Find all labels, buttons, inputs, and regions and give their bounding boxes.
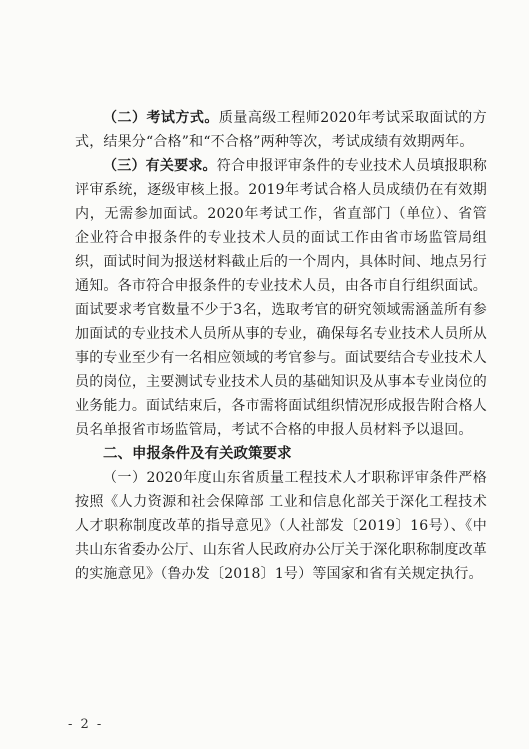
section-heading-2: 二、申报条件及有关政策要求 — [103, 446, 292, 462]
paragraph-requirements — [75, 154, 487, 442]
paragraph-lead-requirements: （三）有关要求。 — [103, 158, 217, 174]
paragraph-lead-exam-method: （二）考试方式。 — [103, 110, 219, 126]
paragraph-exam-method — [75, 106, 487, 154]
paragraph-application-conditions: （一）2020年度山东省质量工程技术人才职称评审条件严格按照《人力资源和社会保障部 工业和信息化部关于深化工程技术人才职称制度改革的指导意见》（人社部发〔2019〕16号）、《中共山东省委办公厅、山东省人民政府办公厅关于深化职称制度改革的实施意见》（鲁办发〔2018〕1号）等国家和省有关规定执行。 — [75, 470, 487, 582]
document-body — [75, 106, 487, 586]
page-number: - 2 - — [68, 717, 104, 732]
paragraph-text-exam-method: 质量高级工程师2020年考试采取面试的方式，结果分“合格”和“不合格”两种等次，考试成绩有效期两年。 — [75, 110, 487, 150]
paragraph-text-requirements: 符合申报评审条件的专业技术人员填报职称评审系统，逐级审核上报。2019年考试合格人员成绩仍在有效期内，无需参加面试。2020年考试工作，省直部门（单位）、省管企业符合申报条件的专业技术人员的面试工作由省市场监管局组织，面试时间为报送材料截止后的一个周内，具体时间、地点另行通知。各市符合申报条件的专业技术人员，由各市自行组织面试。面试要求考官数量不少于3名，选取考官的研究领域需涵盖所有参加面试的专业技术人员所从事的专业，确保每名专业技术人员所从事的专业至少有一名相应领域的考官参与。面试要结合专业技术人员的岗位，主要测试专业技术人员的基础知识及从事本专业岗位的业务能力。面试结束后，各市需将面试组织情况形成报告附合格人员名单报省市场监管局，考试不合格的申报人员材料予以退回。 — [75, 158, 487, 438]
